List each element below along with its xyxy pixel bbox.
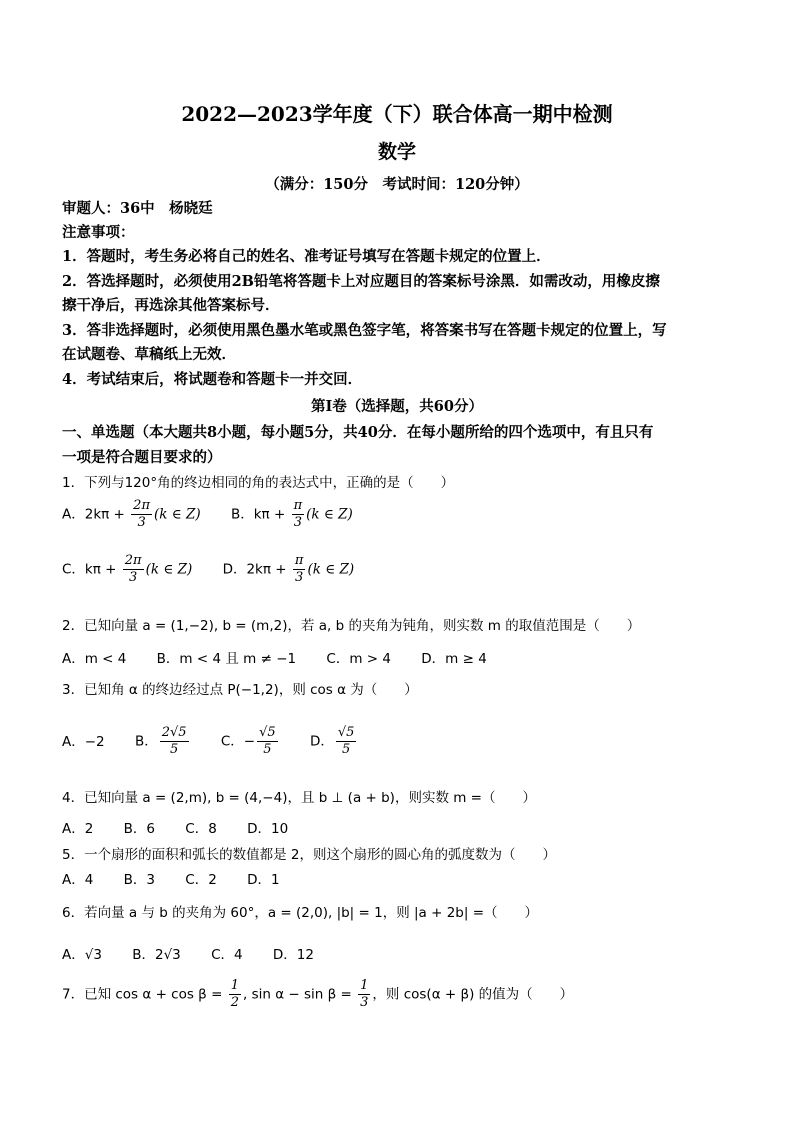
option-d: D．2kπ + $\frac{\pi}{3}$ (k ∈ Z)	[222, 553, 355, 585]
option-c: C．8	[185, 821, 217, 837]
volume-heading: 第Ⅰ卷（选择题，共60分）	[311, 398, 483, 415]
option-a: A．4	[62, 872, 94, 888]
exam-meta: （满分：150分 考试时间：120分钟）	[265, 176, 529, 193]
note-line: 2．答选择题时，必须使用2B铅笔将答题卡上对应题目的答案标号涂黑．如需改动，用橡皮擦	[62, 273, 660, 290]
fraction: $\frac{2√5}{5}$	[161, 725, 187, 757]
option-b: B．3	[123, 872, 155, 888]
option-b: B．6	[123, 821, 155, 837]
question-4-stem: 4．已知向量 a = (2,m), b = (4,−4)，且 b ⊥ (a + b)，则实数 m =（ ）	[62, 790, 536, 806]
section-heading: 一、单选题（本大题共8小题，每小题5分，共40分．在每小题所给的四个选项中，有且只有	[62, 424, 654, 441]
option-d: D．12	[272, 947, 314, 963]
question-6-options	[62, 946, 340, 964]
fraction: $\frac{2\pi}{3}$	[133, 498, 150, 530]
option-d: D．m ≥ 4	[421, 651, 487, 667]
reviewer-line: 审题人：36中 杨晓廷	[62, 200, 213, 217]
fraction: $\frac{\pi}{3}$	[294, 553, 304, 585]
note-line: 4．考试结束后，将试题卷和答题卡一并交回．	[62, 371, 363, 388]
question-2-stem: 2．已知向量 a = (1,−2), b = (m,2)，若 a, b 的夹角为钝角，则实数 m 的取值范围是（ ）	[62, 618, 641, 634]
option-d: D．10	[247, 821, 289, 837]
subject-title: 数学	[377, 141, 416, 163]
option-a: A．2	[62, 821, 94, 837]
section-heading: 一项是符合题目要求的）	[62, 449, 222, 466]
question-2-options	[62, 650, 513, 668]
note-line: 3．答非选择题时，必须使用黑色墨水笔或黑色签字笔，将答案书写在答题卡规定的位置上，写	[62, 322, 667, 339]
option-a: A．2kπ + $\frac{2\pi}{3}$ (k ∈ Z)	[62, 498, 201, 530]
option-c: C．− $\frac{√5}{5}$	[220, 725, 276, 757]
question-7-stem: 7．已知 cos α + cos β = $\frac{1}{2}$ , sin α − sin β = $\frac{1}{3}$ ，则 cos(α + β) 的值为（ ）	[62, 978, 574, 1010]
note-line: 在试题卷、草稿纸上无效．	[62, 346, 236, 363]
question-5-stem: 5．一个扇形的面积和弧长的数值都是 2，则这个扇形的圆心角的弧度数为（ ）	[62, 847, 556, 863]
question-6-stem: 6．若向量 a 与 b 的夹角为 60°，a = (2,0), |b| = 1，则 |a + 2b| =（ ）	[62, 905, 539, 921]
option-c: C．2	[185, 872, 217, 888]
question-3-stem: 3．已知角 α 的终边经过点 P(−1,2)，则 cos α 为（ ）	[62, 682, 418, 698]
option-b: B．m < 4 且 m ≠ −1	[156, 651, 297, 667]
note-line: 擦干净后，再选涂其他答案标号．	[62, 297, 280, 314]
fraction: $\frac{1}{3}$	[360, 978, 369, 1010]
exam-title: 2022—2023学年度（下）联合体高一期中检测	[181, 102, 613, 126]
notes-heading: 注意事项：	[62, 224, 135, 241]
option-a: A．−2	[62, 733, 105, 750]
note-line: 1．答题时，考生务必将自己的姓名、准考证号填写在答题卡规定的位置上．	[62, 248, 551, 265]
fraction: $\frac{2\pi}{3}$	[124, 553, 142, 585]
option-a: A．m < 4	[62, 651, 127, 667]
question-5-options	[62, 871, 306, 889]
option-b: B．kπ + $\frac{\pi}{3}$ (k ∈ Z)	[230, 498, 353, 530]
question-4-options	[62, 820, 314, 838]
option-b: B．2√3	[132, 947, 181, 963]
fraction: $\frac{√5}{5}$	[259, 725, 276, 757]
question-1-options-row1	[62, 498, 379, 531]
fraction: $\frac{\pi}{3}$	[293, 498, 303, 530]
option-b: B． $\frac{2√5}{5}$	[134, 725, 187, 757]
option-c: C．kπ + $\frac{2\pi}{3}$ (k ∈ Z)	[62, 553, 193, 585]
option-c: C．4	[211, 947, 243, 963]
option-c: C．m > 4	[326, 651, 391, 667]
option-d: D． $\frac{√5}{5}$	[309, 725, 355, 757]
question-1-stem: 1．下列与120°角的终边相同的角的表达式中，正确的是（ ）	[62, 475, 455, 491]
option-d: D．1	[247, 872, 280, 888]
question-1-options-row2	[62, 553, 380, 586]
option-a: A．√3	[62, 947, 102, 963]
fraction: $\frac{1}{2}$	[230, 978, 239, 1010]
fraction: $\frac{√5}{5}$	[337, 725, 355, 757]
question-3-options	[62, 725, 384, 758]
